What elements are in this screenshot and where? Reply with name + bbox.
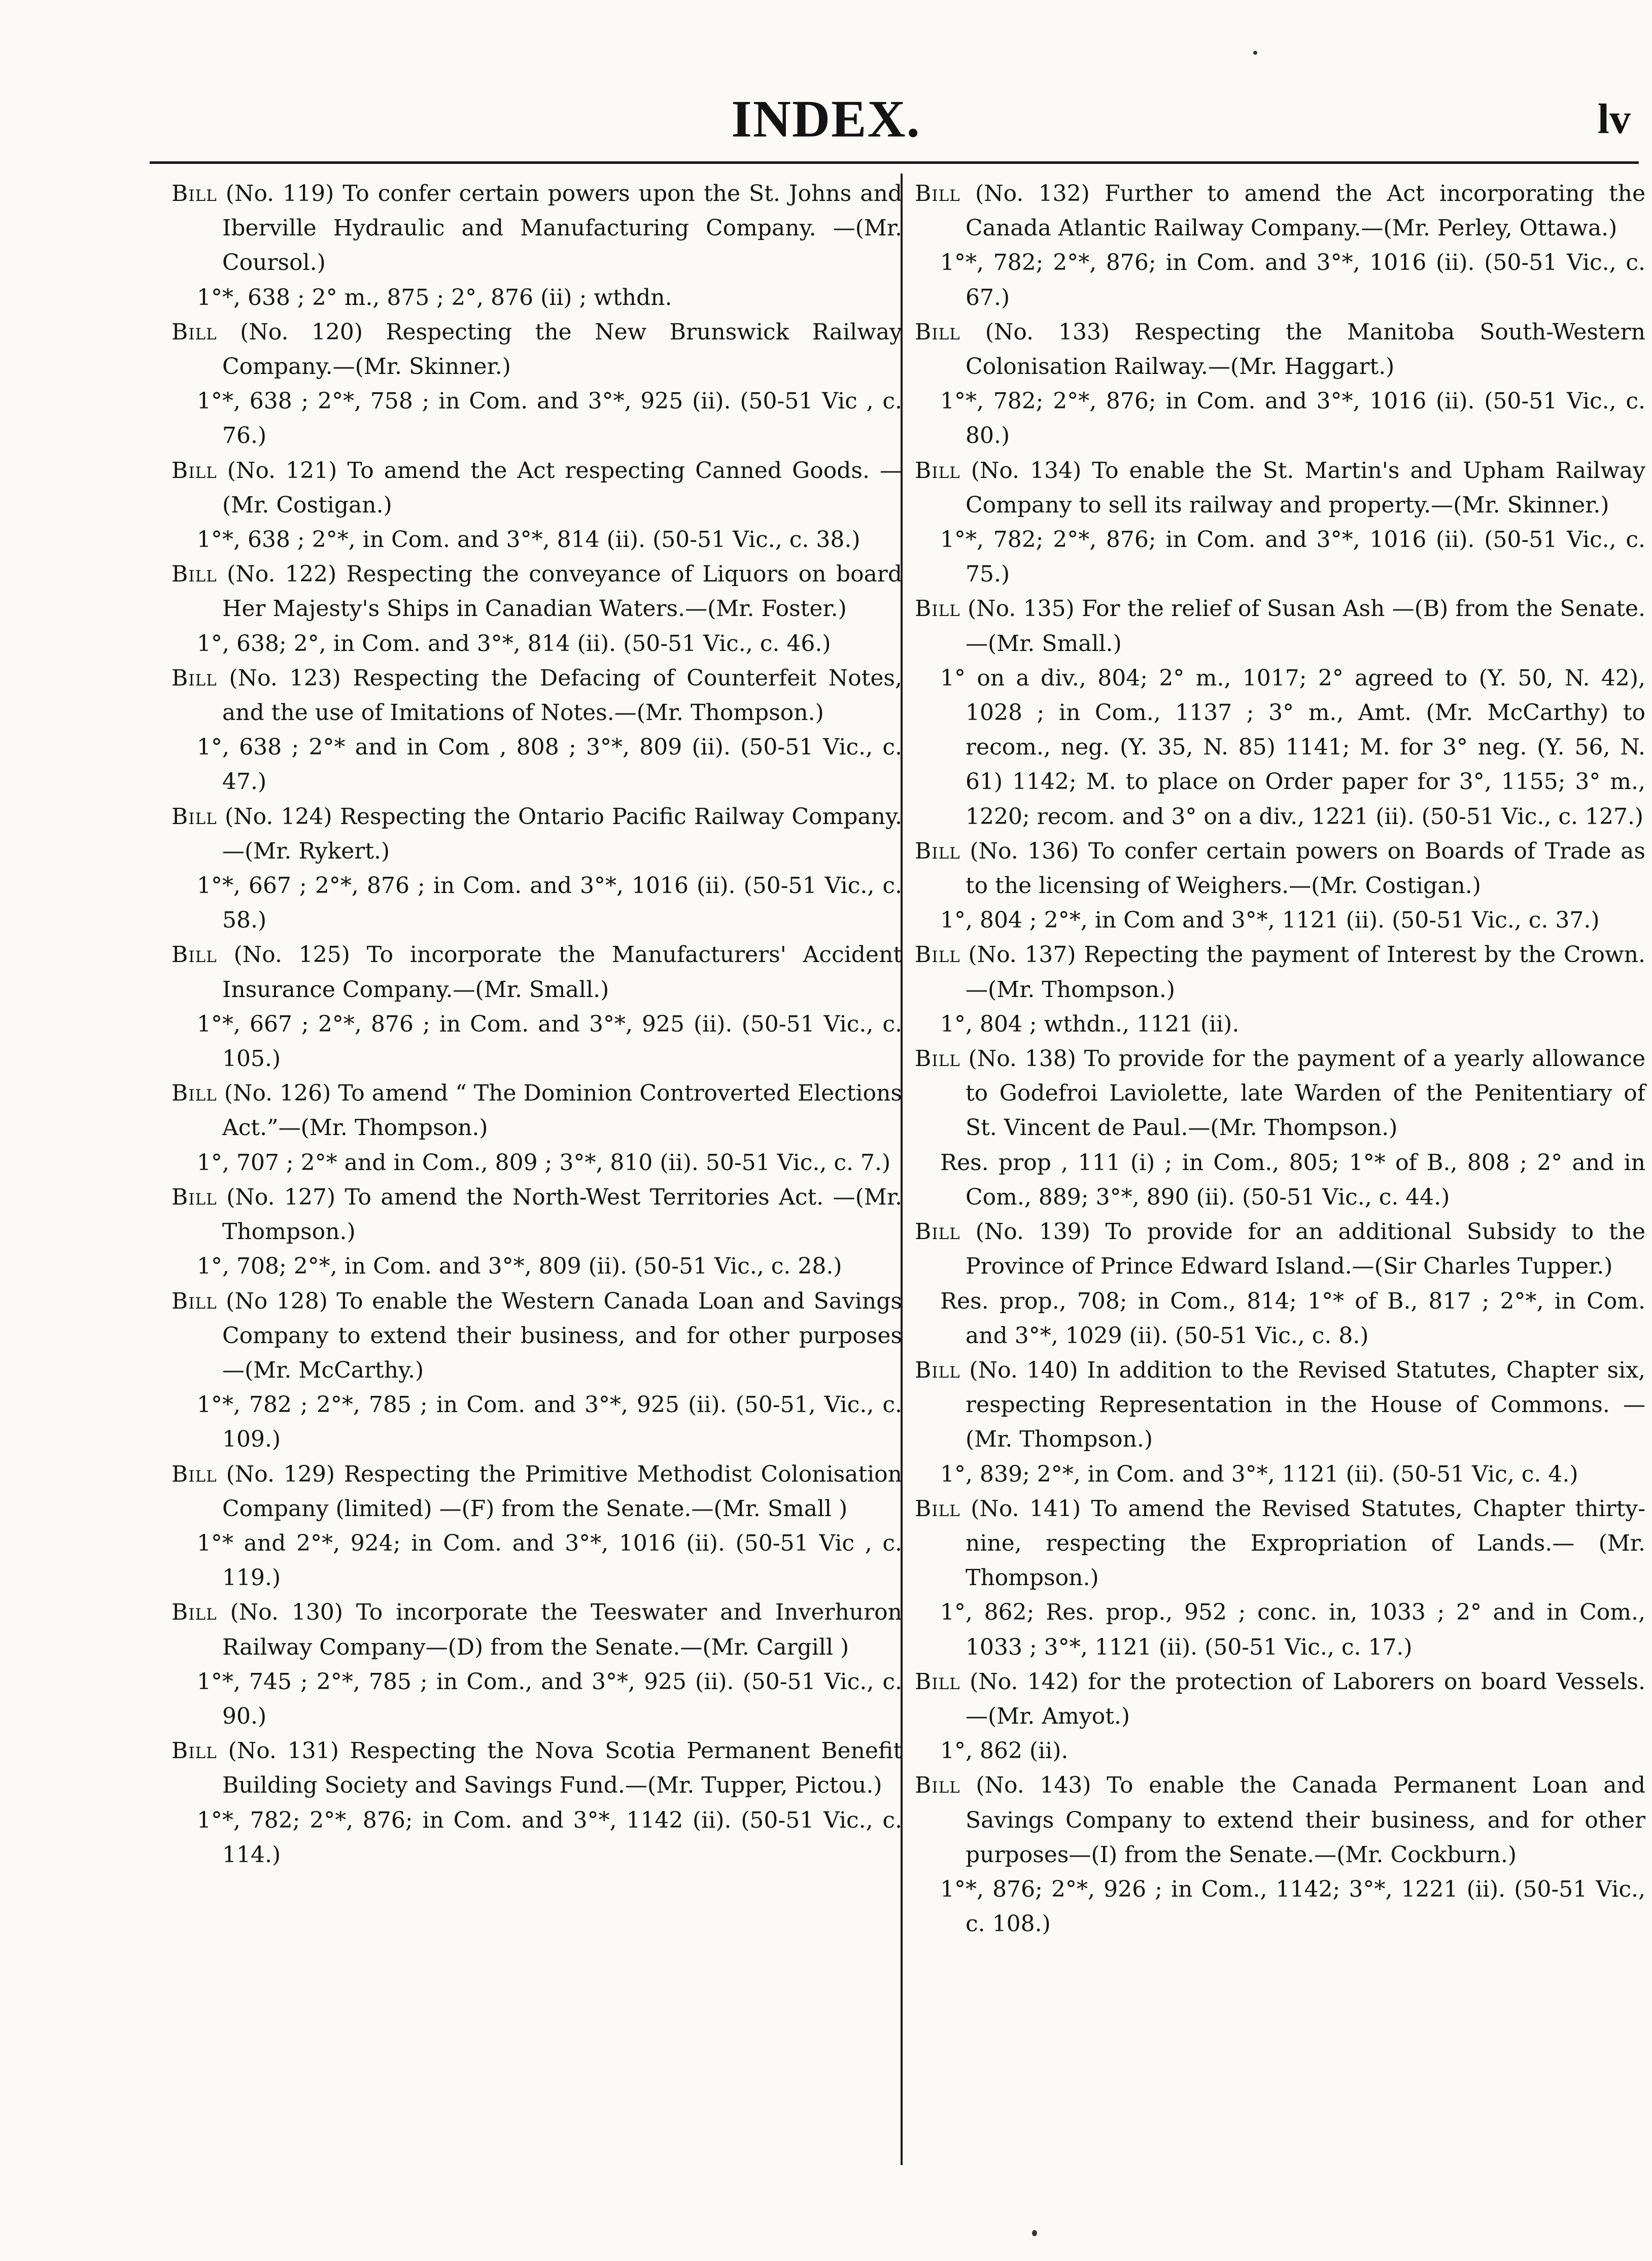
entry-references: 1°*, 745 ; 2°*, 785 ; in Com., and 3°*, 925 (ii). (50-51 Vic., c. 90.) [197, 1668, 902, 1729]
entry-heading [915, 1215, 1645, 1284]
ink-speck [1032, 2230, 1037, 2236]
entry-title: (No. 121) To amend the Act respecting Canned Goods. —(Mr. Costigan.) [217, 457, 902, 518]
bill-label: Bill [171, 803, 217, 830]
bill-label: Bill [915, 1495, 960, 1522]
index-entry [171, 557, 902, 661]
entry-heading [915, 1353, 1645, 1457]
bill-label: Bill [171, 457, 217, 484]
bill-label: Bill [171, 942, 217, 968]
bill-label: Bill [915, 596, 960, 622]
index-entry [915, 177, 1645, 315]
entry-heading [915, 1665, 1645, 1734]
bill-label: Bill [171, 1184, 217, 1210]
page-title: INDEX. [731, 90, 921, 148]
entry-title: (No. 142) for the protection of Laborers on board Vessels.—(Mr. Amyot.) [960, 1668, 1645, 1729]
index-entry [915, 1215, 1645, 1353]
entry-references: Res. prop , 111 (i) ; in Com., 805; 1°* of B., 808 ; 2° and in Com., 889; 3°*, 890 (ii). (50-51 Vic., c. 44.) [940, 1149, 1645, 1210]
entry-heading [171, 1457, 902, 1526]
entry-title: (No. 124) Respecting the Ontario Pacific Railway Company.—(Mr. Rykert.) [217, 803, 902, 864]
header-rule [150, 161, 1639, 164]
entry-title: (No. 143) To enable the Canada Permanent Loan and Savings Company to extend their business, and for other purposes—(I) from the Senate.—(Mr. Cockburn.) [960, 1772, 1645, 1868]
bill-label: Bill [171, 1080, 217, 1107]
entry-title: (No. 133) Respecting the Manitoba South-Western Colonisation Railway.—(Mr. Haggart.) [960, 319, 1645, 380]
bill-label: Bill [171, 1738, 217, 1764]
entry-title: (No. 136) To confer certain powers on Boards of Trade as to the licensing of Weighers.—(Mr. Costigan.) [960, 838, 1645, 899]
bill-label: Bill [915, 1046, 960, 1072]
entry-title: (No. 130) To incorporate the Teeswater and Inverhuron Railway Company—(D) from the Senate.—(Mr. Cargill ) [217, 1599, 902, 1660]
entry-references: 1° on a div., 804; 2° m., 1017; 2° agreed to (Y. 50, N. 42), 1028 ; in Com., 1137 ; 3° m., Amt. (Mr. McCarthy) to recom., neg. (Y. 35, N. 85) 1141; M. for 3° neg. (Y. 56, N. 61) 1142; M. to place on Order paper for 3°, 1155; 3° m., 1220; recom. and 3° on a div., 1221 (ii). (50-51 Vic., c. 127.) [940, 665, 1645, 830]
index-entry [171, 1076, 902, 1180]
index-entry [915, 592, 1645, 834]
entry-title: (No. 139) To provide for an additional Subsidy to the Province of Prince Edward Island.—(Sir Charles Tupper.) [960, 1219, 1645, 1280]
entry-title: (No. 138) To provide for the payment of a yearly allowance to Godefroi Laviolette, late Warden of the Penitentiary of St. Vincent de Paul.—(Mr. Thompson.) [960, 1046, 1645, 1141]
entry-references: 1°*, 667 ; 2°*, 876 ; in Com. and 3°*, 1016 (ii). (50-51 Vic., c. 58.) [197, 873, 902, 934]
entry-title: (No. 141) To amend the Revised Statutes, Chapter thirty-nine, respecting the Expropriation of Lands.— (Mr. Thompson.) [960, 1495, 1645, 1591]
bill-label: Bill [915, 457, 960, 484]
index-entry [171, 454, 902, 558]
entry-heading [915, 1492, 1645, 1596]
entry-heading [915, 454, 1645, 523]
entry-heading [171, 938, 902, 1007]
entry-references: 1°* and 2°*, 924; in Com. and 3°*, 1016 (ii). (50-51 Vic , c. 119.) [197, 1530, 902, 1591]
entry-heading [915, 1042, 1645, 1146]
entry-title: (No. 134) To enable the St. Martin's and Upham Railway Company to sell its railway and property.—(Mr. Skinner.) [960, 457, 1645, 518]
entry-references: 1°, 638; 2°, in Com. and 3°*, 814 (ii). (50-51 Vic., c. 46.) [197, 630, 831, 657]
bill-label: Bill [171, 319, 217, 345]
index-entry [915, 315, 1645, 454]
entry-references: 1°, 804 ; 2°*, in Com and 3°*, 1121 (ii). (50-51 Vic., c. 37.) [940, 907, 1600, 934]
entry-heading [915, 834, 1645, 903]
entry-title: (No. 125) To incorporate the Manufacturers' Accident Insurance Company.—(Mr. Small.) [217, 942, 902, 1003]
entry-references: 1°*, 782; 2°*, 876; in Com. and 3°*, 1016 (ii). (50-51 Vic., c. 80.) [940, 388, 1645, 449]
index-entry [171, 1595, 902, 1734]
index-entry [915, 1353, 1645, 1492]
entry-title: (No. 127) To amend the North-West Territories Act. —(Mr. Thompson.) [217, 1184, 902, 1245]
entry-title: (No. 132) Further to amend the Act incorporating the Canada Atlantic Railway Company.—(Mr. Perley, Ottawa.) [960, 181, 1645, 242]
entry-heading [915, 592, 1645, 661]
index-entry [171, 1457, 902, 1596]
entry-title: (No 128) To enable the Western Canada Loan and Savings Company to extend their business, and for other purposes —(Mr. McCarthy.) [217, 1288, 902, 1383]
index-entry [171, 177, 902, 315]
page-header [0, 89, 1652, 150]
entry-references: 1°*, 876; 2°*, 926 ; in Com., 1142; 3°*, 1221 (ii). (50-51 Vic., c. 108.) [940, 1876, 1645, 1937]
entry-references: Res. prop., 708; in Com., 814; 1°* of B., 817 ; 2°*, in Com. and 3°*, 1029 (ii). (50-51 Vic., c. 8.) [940, 1288, 1645, 1349]
entry-references: 1°, 707 ; 2°* and in Com., 809 ; 3°*, 810 (ii). 50-51 Vic., c. 7.) [197, 1149, 891, 1176]
entry-heading [171, 1595, 902, 1664]
entry-references: 1°, 862 (ii). [940, 1738, 1069, 1764]
entry-title: (No. 129) Respecting the Primitive Methodist Colonisation Company (limited) —(F) from the Senate.—(Mr. Small ) [217, 1461, 902, 1522]
entry-references: 1°, 708; 2°*, in Com. and 3°*, 809 (ii). (50-51 Vic., c. 28.) [197, 1253, 842, 1280]
entry-heading [915, 177, 1645, 246]
entry-heading [171, 1180, 902, 1249]
entry-heading [171, 454, 902, 523]
entry-title: (No. 131) Respecting the Nova Scotia Permanent Benefit Building Society and Savings Fund.—(Mr. Tupper, Pictou.) [217, 1738, 902, 1799]
entry-references: 1°*, 782; 2°*, 876; in Com. and 3°*, 1142 (ii). (50-51 Vic., c. 114.) [197, 1807, 902, 1868]
index-entry [171, 315, 902, 454]
index-entry [915, 454, 1645, 592]
entry-heading [915, 315, 1645, 384]
index-entry [915, 1665, 1645, 1769]
entry-references: 1°, 839; 2°*, in Com. and 3°*, 1121 (ii). (50-51 Vic, c. 4.) [940, 1461, 1578, 1487]
bill-label: Bill [915, 181, 960, 207]
bill-label: Bill [915, 838, 960, 864]
index-entry [915, 1042, 1645, 1215]
entry-references: 1°, 804 ; wthdn., 1121 (ii). [940, 1011, 1240, 1037]
entry-title: (No. 137) Repecting the payment of Interest by the Crown.—(Mr. Thompson.) [960, 942, 1645, 1003]
entry-heading [171, 1076, 902, 1145]
index-entry [915, 1492, 1645, 1665]
bill-label: Bill [915, 1668, 960, 1695]
entry-title: (No. 140) In addition to the Revised Statutes, Chapter six, respecting Representation in the House of Commons. —(Mr. Thompson.) [960, 1357, 1645, 1453]
bill-label: Bill [171, 181, 217, 207]
entry-heading [171, 661, 902, 730]
entry-references: 1°*, 782; 2°*, 876; in Com. and 3°*, 1016 (ii). (50-51 Vic., c. 67.) [940, 250, 1645, 311]
entry-title: (No. 135) For the relief of Susan Ash —(B) from the Senate.—(Mr. Small.) [960, 596, 1645, 657]
entry-title: (No. 123) Respecting the Defacing of Counterfeit Notes, and the use of Imitations of Notes.—(Mr. Thompson.) [217, 665, 902, 726]
bill-label: Bill [915, 319, 960, 345]
bill-label: Bill [915, 1219, 960, 1245]
entry-title: (No. 122) Respecting the conveyance of Liquors on board Her Majesty's Ships in Canadian Waters.—(Mr. Foster.) [217, 561, 902, 622]
entry-references: 1°*, 782; 2°*, 876; in Com. and 3°*, 1016 (ii). (50-51 Vic., c. 75.) [940, 527, 1645, 588]
entry-heading [171, 557, 902, 626]
entry-heading [915, 1768, 1645, 1872]
bill-label: Bill [171, 1288, 217, 1314]
ink-speck [1253, 51, 1257, 55]
entry-references: 1°*, 667 ; 2°*, 876 ; in Com. and 3°*, 925 (ii). (50-51 Vic., c. 105.) [197, 1011, 902, 1072]
bill-label: Bill [171, 561, 217, 588]
entry-title: (No. 119) To confer certain powers upon the St. Johns and Iberville Hydraulic and Manufacturing Company. —(Mr. Coursol.) [217, 181, 902, 276]
index-entry [915, 834, 1645, 938]
bill-label: Bill [171, 665, 217, 691]
entry-references: 1°*, 638 ; 2°*, 758 ; in Com. and 3°*, 925 (ii). (50-51 Vic , c. 76.) [197, 388, 902, 449]
bill-label: Bill [915, 1357, 960, 1383]
entry-references: 1°, 862; Res. prop., 952 ; conc. in, 1033 ; 2° and in Com., 1033 ; 3°*, 1121 (ii). (50-51 Vic., c. 17.) [940, 1599, 1645, 1660]
index-entry [915, 938, 1645, 1042]
index-entry [171, 1180, 902, 1284]
entry-title: (No. 126) To amend “ The Dominion Controverted Elections Act.”—(Mr. Thompson.) [217, 1080, 902, 1141]
entry-heading [171, 177, 902, 281]
entry-heading [171, 315, 902, 384]
entry-references: 1°*, 638 ; 2° m., 875 ; 2°, 876 (ii) ; wthdn. [197, 284, 672, 311]
index-entry [171, 1734, 902, 1872]
bill-label: Bill [915, 1772, 960, 1799]
index-entry [171, 661, 902, 800]
bill-label: Bill [171, 1599, 217, 1626]
entry-heading [915, 938, 1645, 1007]
entry-title: (No. 120) Respecting the New Brunswick Railway Company.—(Mr. Skinner.) [217, 319, 902, 380]
entry-heading [171, 800, 902, 869]
entry-references: 1°, 638 ; 2°* and in Com , 808 ; 3°*, 809 (ii). (50-51 Vic., c. 47.) [197, 734, 902, 795]
left-column [171, 177, 902, 1872]
index-entry [171, 800, 902, 938]
entry-heading [171, 1734, 902, 1803]
bill-label: Bill [915, 942, 960, 968]
right-column [915, 177, 1645, 1941]
page-number: lv [1597, 95, 1631, 143]
index-entry [171, 938, 902, 1076]
bill-label: Bill [171, 1461, 217, 1487]
index-entry [915, 1768, 1645, 1941]
index-entry [171, 1284, 902, 1457]
entry-heading [171, 1284, 902, 1388]
entry-references: 1°*, 638 ; 2°*, in Com. and 3°*, 814 (ii). (50-51 Vic., c. 38.) [197, 527, 861, 553]
entry-references: 1°*, 782 ; 2°*, 785 ; in Com. and 3°*, 925 (ii). (50-51, Vic., c. 109.) [197, 1392, 902, 1453]
